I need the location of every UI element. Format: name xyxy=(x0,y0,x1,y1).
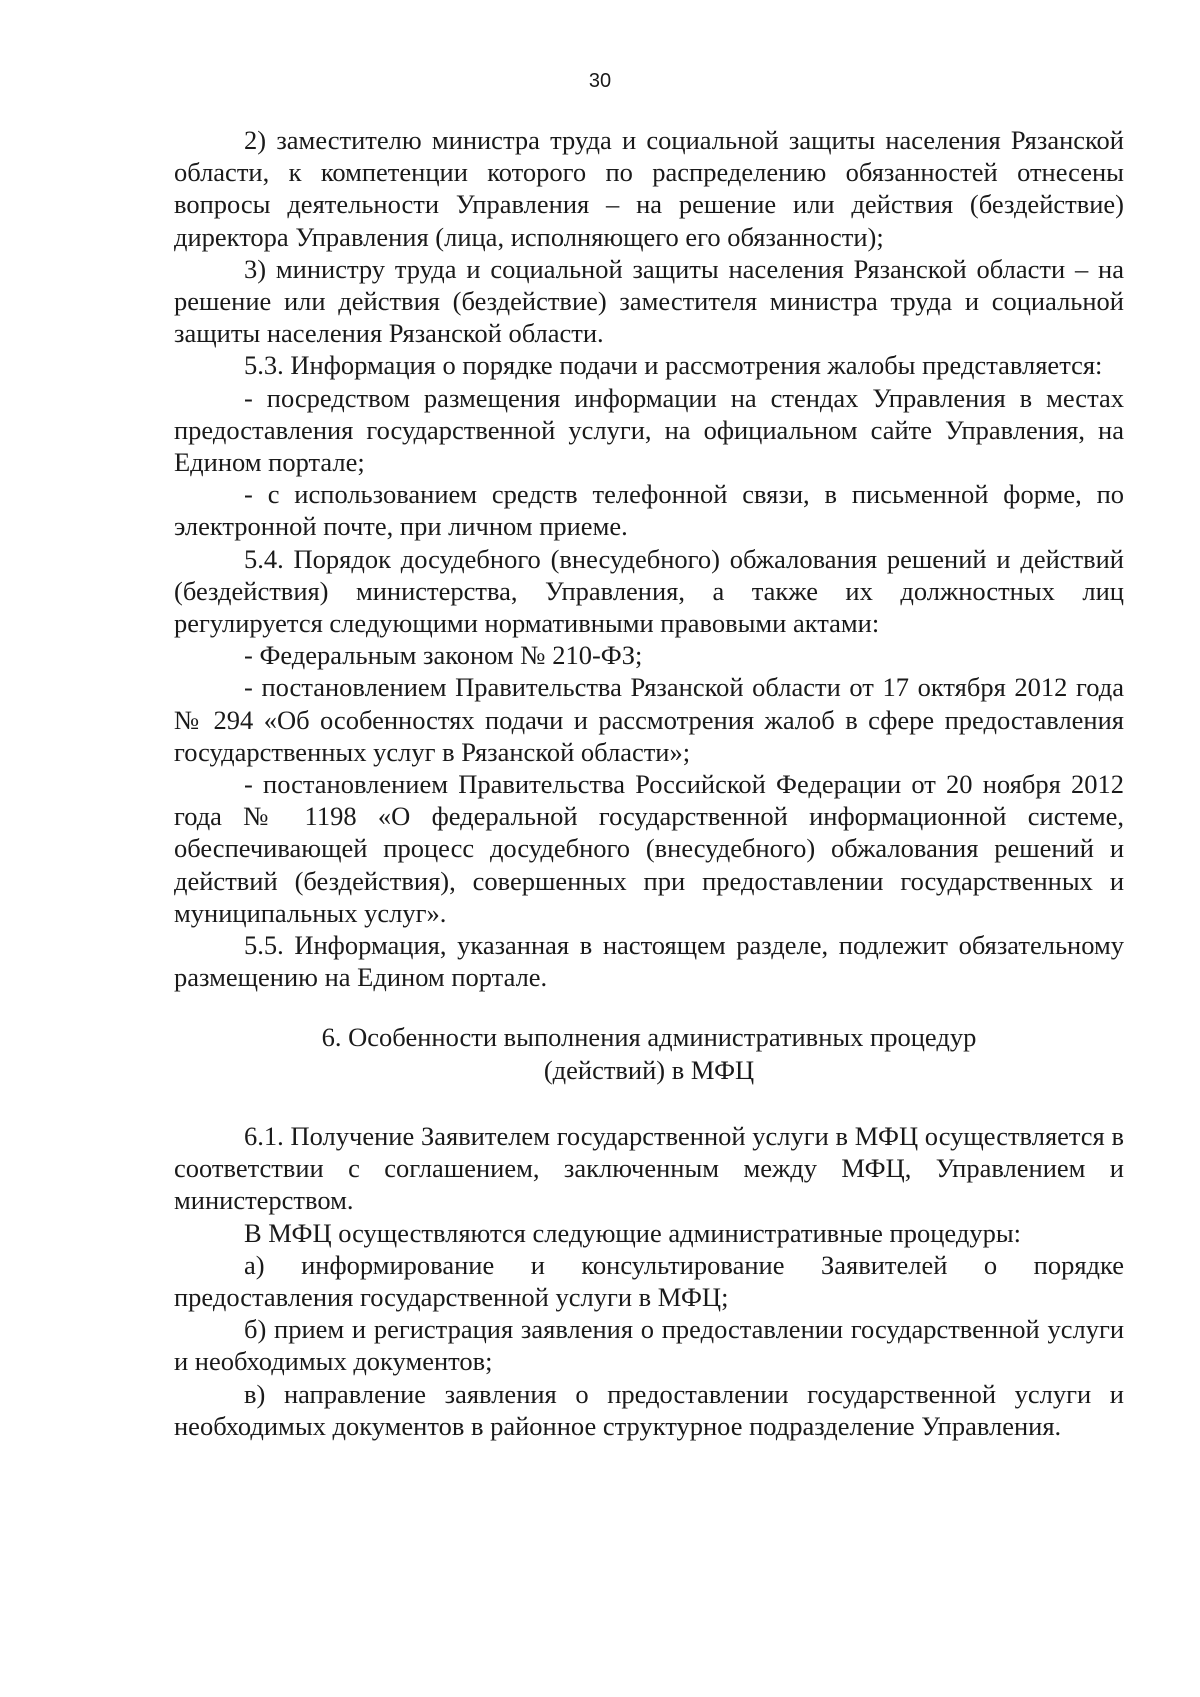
list-item-c-forwarding: в) направление заявления о предоставлении государственной услуги и необходимых документов в районное структурное подразделение Управления. xyxy=(174,1378,1124,1441)
list-item-federal-law: - Федеральным законом № 210-ФЗ; xyxy=(244,640,643,671)
list-item-phone: - с использованием средств телефонной связи, в письменной форме, по электронной почте, при личном приеме. xyxy=(174,479,1124,542)
page-number: 30 xyxy=(588,70,612,92)
paragraph-3-minister: 3) министру труда и социальной защиты населения Рязанской области – на решение или действия (бездействие) заместителя министра труда и социальной защиты населения Рязанской области. xyxy=(174,253,1124,349)
paragraph-mfc-procedures: В МФЦ осуществляются следующие административные процедуры: xyxy=(244,1217,1021,1248)
section-heading-6 xyxy=(174,1021,1124,1085)
list-item-stands: - посредством размещения информации на стендах Управления в местах предоставления государственной услуги, на официальном сайте Управления, на Едином портале; xyxy=(174,382,1124,478)
paragraph-2-deputy-minister: 2) заместителю министра труда и социальной защиты населения Рязанской области, к компетенции которого по распределению обязанностей отнесены вопросы деятельности Управления – на решение или действия (бездействие) директора Управления (лица, исполняющего его обязанности); xyxy=(174,125,1124,252)
section-heading-line-1: 6. Особенности выполнения административных процедур xyxy=(321,1022,977,1053)
document-body xyxy=(174,124,1124,1442)
list-item-a-informing: а) информирование и консультирование Заявителей о порядке предоставления государственной услуги в МФЦ; xyxy=(174,1249,1124,1312)
list-item-regional-resolution: - постановлением Правительства Рязанской области от 17 октября 2012 года № 294 «Об особенностях подачи и рассмотрения жалоб в сфере предоставления государственных услуг в Рязанской области»; xyxy=(174,672,1124,767)
list-item-b-reception: б) прием и регистрация заявления о предоставлении государственной услуги и необходимых документов; xyxy=(174,1314,1124,1377)
paragraph-6-1-receipt: 6.1. Получение Заявителем государственной услуги в МФЦ осуществляется в соответствии с соглашением, заключенным между МФЦ, Управлением и министерством. xyxy=(174,1120,1124,1216)
list-item-federal-resolution: - постановлением Правительства Российской Федерации от 20 ноября 2012 года № 1198 «О федеральной государственной информационной системе, обеспечивающей процесс досудебного (внесудебного) обжалования решений и действий (бездействия), совершенных при предоставлении государственных и муниципальных услуг». xyxy=(174,769,1124,928)
paragraph-5-5-publication: 5.5. Информация, указанная в настоящем разделе, подлежит обязательному размещению на Едином портале. xyxy=(174,930,1124,993)
paragraph-5-4-procedure: 5.4. Порядок досудебного (внесудебного) обжалования решений и действий (бездействия) министерства, Управления, а также их должностных лиц регулируется следующими нормативными правовыми актами: xyxy=(174,543,1124,639)
section-heading-line-2: (действий) в МФЦ xyxy=(543,1054,755,1085)
paragraph-5-3-information: 5.3. Информация о порядке подачи и рассмотрения жалобы представляется: xyxy=(244,350,1103,381)
